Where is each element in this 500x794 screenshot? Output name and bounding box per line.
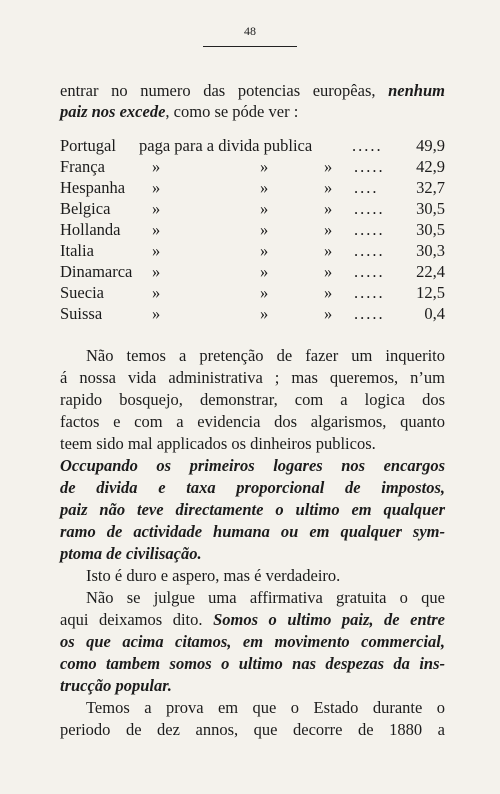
leader-dots: ..... (354, 199, 385, 218)
ditto-mark: » (152, 262, 161, 281)
country-name: Italia (60, 241, 94, 260)
text-run: rapido bosquejo, demonstrar, com a logica dos (60, 390, 445, 409)
italic-run: paiz nos excede (60, 102, 166, 121)
leader-dots: ..... (354, 157, 385, 176)
ditto-mark: » (260, 157, 269, 176)
table-row (60, 240, 445, 261)
ditto-mark: » (324, 262, 333, 281)
debt-value: 30,3 (416, 241, 445, 260)
table-row (60, 303, 445, 324)
debt-value: 49,9 (416, 136, 445, 155)
body-line (60, 499, 445, 521)
body-line (60, 675, 445, 697)
italic-run: os que acima citamos, em movimento commercial, (60, 632, 445, 651)
body-line (60, 543, 445, 565)
text-run: Não temos a pretenção de fazer um inquerito (86, 346, 445, 365)
table-row (60, 282, 445, 303)
intro-line (60, 80, 445, 102)
ditto-mark: » (260, 283, 269, 302)
debt-value: 30,5 (416, 199, 445, 218)
table-row-header (60, 135, 445, 156)
debt-value: 12,5 (416, 283, 445, 302)
debt-value: 42,9 (416, 157, 445, 176)
text-run: factos e com a evidencia dos algarismos, quanto (60, 412, 445, 431)
italic-run: ramo de actividade humana ou em qualquer sym- (60, 522, 445, 541)
italic-run: de divida e taxa proporcional de impostos, (60, 478, 445, 497)
italic-run: Somos o ultimo paiz, de entre (213, 610, 445, 629)
body-line (60, 521, 445, 543)
body-line (60, 565, 445, 587)
debt-value: 0,4 (424, 304, 445, 323)
text-run: Temos a prova em que o Estado durante o (86, 698, 445, 717)
debt-value: 22,4 (416, 262, 445, 281)
ditto-mark: » (152, 283, 161, 302)
ditto-mark: » (260, 304, 269, 323)
table-row (60, 156, 445, 177)
italic-run: nenhum (388, 81, 445, 100)
ditto-mark: » (152, 220, 161, 239)
intro-line (60, 101, 445, 123)
debt-table (60, 135, 445, 324)
country-name: Suecia (60, 283, 104, 302)
text-run: teem sido mal applicados os dinheiros publicos. (60, 434, 376, 453)
italic-run: Occupando os primeiros logares nos encargos (60, 456, 445, 475)
leader-dots: ..... (354, 220, 385, 239)
text-run: Não se julgue uma affirmativa gratuita o que (86, 588, 445, 607)
text-run: Isto é duro e aspero, mas é verdadeiro. (86, 566, 341, 585)
ditto-mark: » (324, 304, 333, 323)
ditto-mark: » (324, 199, 333, 218)
leader-dots: ..... (354, 262, 385, 281)
body-line (60, 631, 445, 653)
body-line (60, 477, 445, 499)
ditto-mark: » (260, 199, 269, 218)
leader-dots: ..... (352, 136, 383, 155)
italic-run: paiz não teve directamente o ultimo em qualquer (60, 500, 445, 519)
body-line (60, 389, 445, 411)
table-row (60, 177, 445, 198)
text-run: á nossa vida administrativa ; mas queremos, n’um (60, 368, 445, 387)
ditto-mark: » (152, 199, 161, 218)
leader-dots: ..... (354, 283, 385, 302)
country-name: Suissa (60, 304, 103, 323)
ditto-mark: » (260, 178, 269, 197)
italic-run: trucção popular. (60, 676, 172, 695)
ditto-mark: » (324, 241, 333, 260)
text-run: entrar no numero das potencias europêas, (60, 81, 389, 100)
body-line (60, 345, 445, 367)
italic-run: ptoma de civilisação. (60, 544, 202, 563)
ditto-mark: » (260, 262, 269, 281)
body-line (60, 653, 445, 675)
body-line (60, 609, 445, 631)
country-name: Belgica (60, 199, 111, 218)
ditto-mark: » (260, 241, 269, 260)
table-row (60, 198, 445, 219)
body-line (60, 455, 445, 477)
country-name: Hespanha (60, 178, 126, 197)
text-run: periodo de dez annos, que decorre de 1880 a (60, 720, 445, 739)
body-line (60, 697, 445, 719)
body-line (60, 433, 445, 455)
country-name: França (60, 157, 105, 176)
ditto-mark: » (324, 283, 333, 302)
leader-dots: ..... (354, 304, 385, 323)
country-name: Hollanda (60, 220, 121, 239)
ditto-mark: » (152, 178, 161, 197)
leader-dots: .... (354, 178, 379, 197)
ditto-mark: » (152, 241, 161, 260)
body-line (60, 587, 445, 609)
body-line (60, 411, 445, 433)
header-rule (203, 46, 297, 47)
ditto-mark: » (152, 157, 161, 176)
ditto-mark: » (324, 157, 333, 176)
ditto-mark: » (260, 220, 269, 239)
italic-run: como tambem somos o ultimo nas despezas da ins- (60, 654, 445, 673)
table-row (60, 219, 445, 240)
debt-value: 30,5 (416, 220, 445, 239)
body-line (60, 367, 445, 389)
ditto-mark: » (324, 178, 333, 197)
table-row (60, 261, 445, 282)
text-run: aqui deixamos dito. (60, 610, 214, 629)
text-run: , como se póde ver : (165, 102, 299, 121)
debt-value: 32,7 (416, 178, 445, 197)
country-name: Dinamarca (60, 262, 133, 281)
body-line (60, 719, 445, 741)
ditto-mark: » (324, 220, 333, 239)
ditto-mark: » (152, 304, 161, 323)
page-number: 48 (244, 24, 256, 38)
country-name: Portugal (60, 136, 116, 155)
leader-dots: ..... (354, 241, 385, 260)
header-phrase: paga para a divida publica (139, 136, 313, 155)
